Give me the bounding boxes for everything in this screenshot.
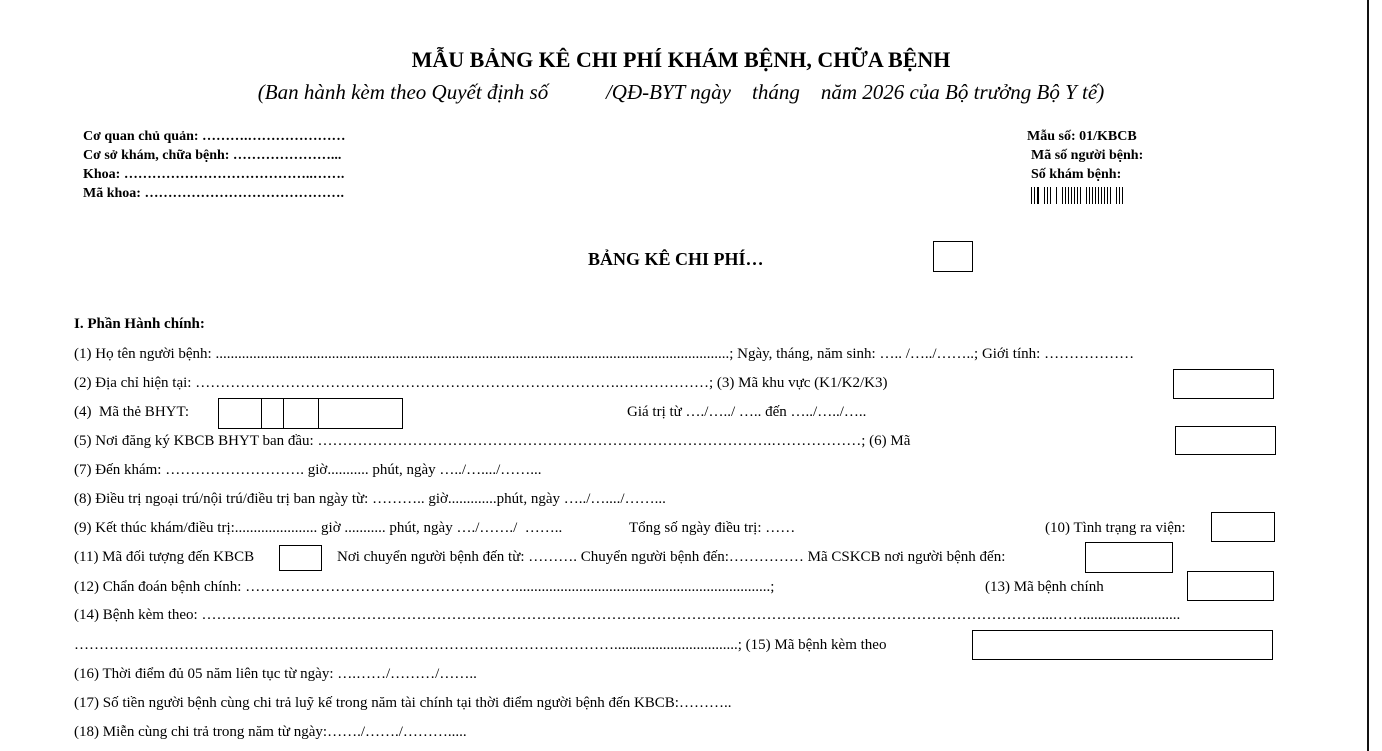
ma-benh-chinh-box[interactable] bbox=[1187, 571, 1274, 601]
line-gia-tri: Giá trị từ …./…../ ….. đến …../…../….. bbox=[627, 404, 867, 420]
ma-benh-kem-theo-box[interactable] bbox=[972, 630, 1273, 660]
card-box[interactable] bbox=[219, 399, 262, 428]
tinh-trang-ra-vien-box[interactable] bbox=[1211, 512, 1275, 542]
line-ma-doi-tuong: (11) Mã đối tượng đến KBCB bbox=[74, 549, 255, 565]
line-ma-the-bhyt: (4) Mã thẻ BHYT: bbox=[74, 404, 190, 420]
line-mien-cung-chi-tra: (18) Miễn cùng chi trả trong năm từ ngày:……./……./………..... bbox=[74, 724, 467, 740]
line-noi-chuyen: Nơi chuyển người bệnh đến từ: ………. Chuyển người bệnh đến:…………… Mã CSKCB nơi người bệnh đến: bbox=[337, 549, 1006, 565]
so-kham-benh: Số khám bệnh: bbox=[1031, 167, 1122, 182]
ma-cskcb-box[interactable] bbox=[1085, 542, 1173, 573]
ma-so-nguoi-benh: Mã số người bệnh: bbox=[1031, 148, 1144, 163]
line-tinh-trang-ra-vien: (10) Tình trạng ra viện: bbox=[1045, 520, 1186, 536]
line-ho-ten: (1) Họ tên người bệnh: .........................................................................................................................................; Ngày, tháng, năm sinh: ….. /…../……..; Giới tính: ……………… bbox=[74, 346, 1135, 362]
line-dieu-tri: (8) Điều trị ngoại trú/nội trú/điều trị ban ngày từ: ……….. giờ.............phút, ngày …../…..../……... bbox=[74, 491, 666, 507]
document-subtitle: (Ban hành kèm theo Quyết định số /QĐ-BYT ngày tháng năm 2026 của Bộ trưởng Bộ Y tế) bbox=[257, 80, 1105, 104]
card-box[interactable] bbox=[319, 399, 402, 428]
mau-so: Mẫu số: 01/KBCB bbox=[1027, 129, 1137, 144]
ma-dang-ky-box[interactable] bbox=[1175, 426, 1276, 455]
line-ma-benh-chinh: (13) Mã bệnh chính bbox=[985, 579, 1104, 595]
khoa: Khoa: …………………………………..……. bbox=[83, 167, 345, 182]
ma-khu-vuc-box[interactable] bbox=[1173, 369, 1274, 399]
ma-doi-tuong-box[interactable] bbox=[279, 545, 322, 571]
section-heading: I. Phần Hành chính: bbox=[74, 316, 205, 332]
line-thoi-diem-05-nam: (16) Thời điểm đủ 05 năm liên tục từ ngày: ….……/………/…….. bbox=[74, 666, 477, 682]
card-box[interactable] bbox=[284, 399, 319, 428]
co-quan-chu-quan: Cơ quan chủ quản: ……….………………… bbox=[83, 129, 346, 144]
form-type-box[interactable] bbox=[933, 241, 973, 272]
line-so-tien-cung-chi-tra: (17) Số tiền người bệnh cùng chi trả luỹ kế trong năm tài chính tại thời điểm người bệnh đến KBCB:……….. bbox=[74, 695, 732, 711]
ma-khoa: Mã khoa: ……………………………………. bbox=[83, 186, 344, 201]
document-title: MẪU BẢNG KÊ CHI PHÍ KHÁM BỆNH, CHỮA BỆNH bbox=[411, 47, 951, 72]
line-benh-kem-theo-cont: ……………………………………………………………………………………………….................................; (15) Mã bệnh kèm theo bbox=[74, 637, 887, 653]
barcode-icon bbox=[1031, 187, 1123, 204]
line-dia-chi: (2) Địa chỉ hiện tại: ………………………………………………………………………….………………; (3) Mã khu vực (K1/K2/K3) bbox=[74, 375, 888, 391]
line-chan-doan: (12) Chẩn đoán bệnh chính: ………………………………………………....................................................................; bbox=[74, 579, 775, 595]
line-tong-so-ngay: Tổng số ngày điều trị: …… bbox=[629, 520, 796, 536]
ma-the-bhyt-boxes[interactable] bbox=[218, 398, 403, 429]
line-ket-thuc: (9) Kết thúc khám/điều trị:...................... giờ ........... phút, ngày …./……./ …….. bbox=[74, 520, 563, 536]
co-so-kham-chua-benh: Cơ sở khám, chữa bệnh: …………………... bbox=[83, 148, 342, 163]
page-border bbox=[1367, 0, 1369, 751]
line-noi-dang-ky: (5) Nơi đăng ký KBCB BHYT ban đầu: ……………………………………………………………………………….………………; (6) Mã bbox=[74, 433, 911, 449]
card-box[interactable] bbox=[262, 399, 284, 428]
form-title: BẢNG KÊ CHI PHÍ… bbox=[588, 249, 764, 269]
line-benh-kem-theo: (14) Bệnh kèm theo: ……………………………………………………………………………………………………………………………………………………...…….......................... bbox=[74, 607, 1181, 623]
line-den-kham: (7) Đến khám: ………………………. giờ........... phút, ngày …../…..../……... bbox=[74, 462, 542, 478]
